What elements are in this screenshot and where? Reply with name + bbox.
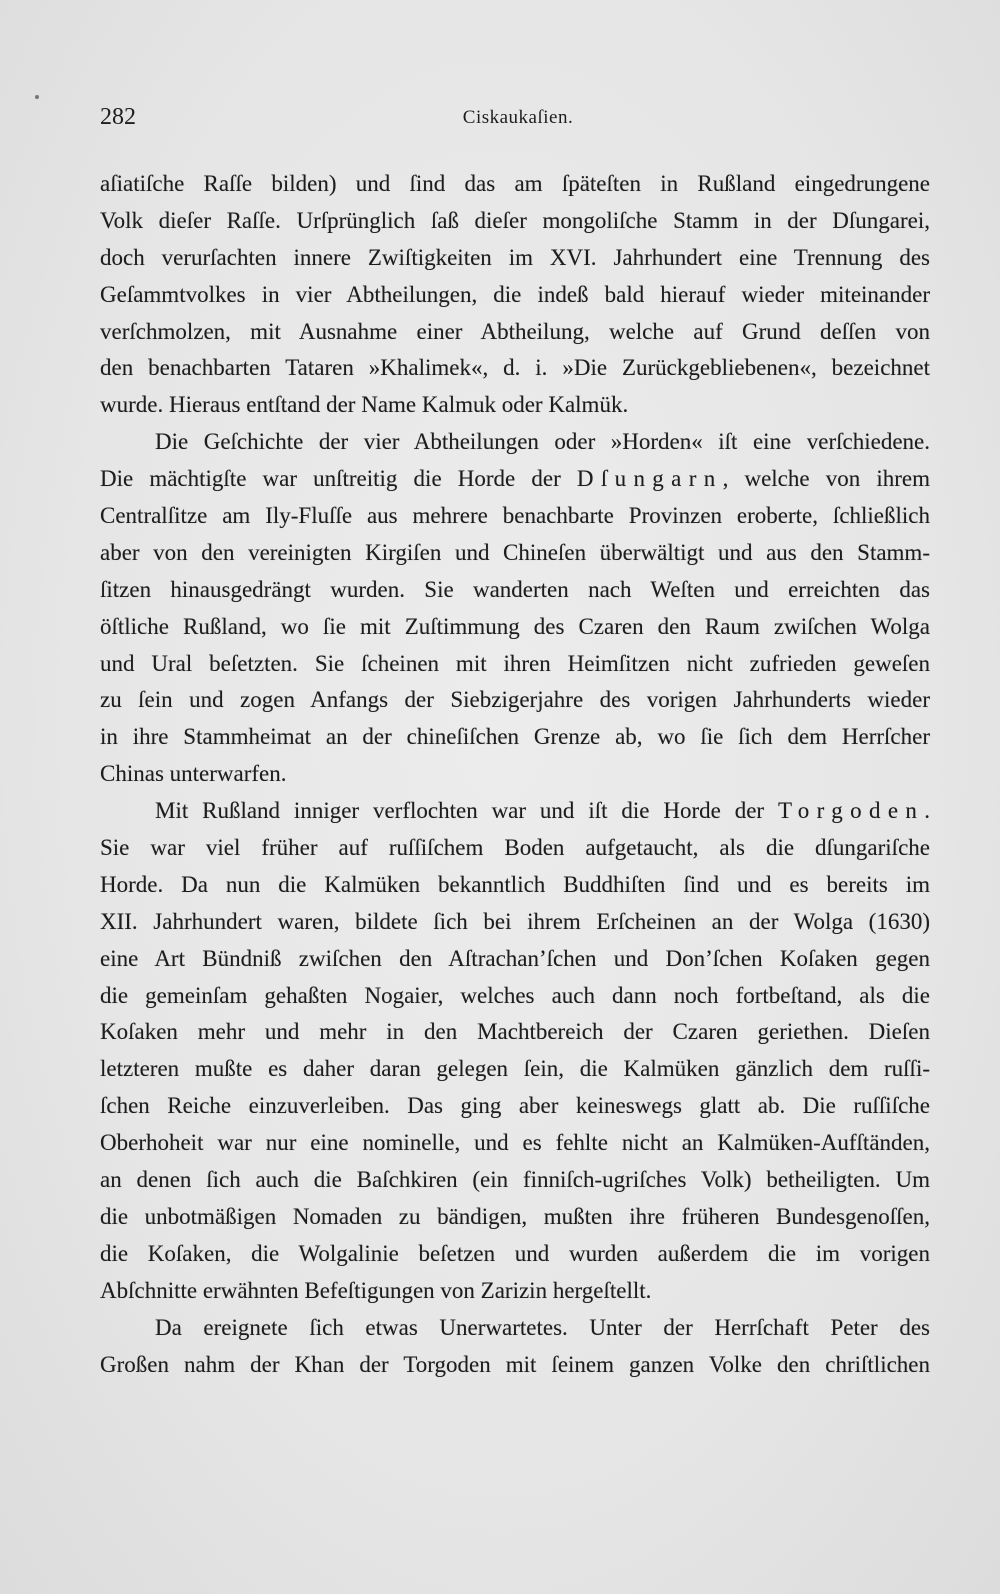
text-line: die Koſaken, die Wolgalinie beſetzen und wurden außerdem die im vorigen [100,1240,930,1266]
paragraph [100,166,930,424]
text-line: letzteren mußte es daher daran gelegen ſein, die Kalmüken gänzlich dem ruſſi- [100,1056,930,1082]
spaced-word: Dſungarn [576,466,723,492]
body-text [100,166,930,1383]
text-line [100,461,930,498]
text-line [100,793,930,830]
text-segment: . [924,798,930,824]
text-line: an denen ſich auch die Baſchkiren (ein finniſch-ugriſches Volk) betheiligten. Um [100,1167,930,1193]
text-line: Sie war viel früher auf ruſſiſchem Boden aufgetaucht, als die dſungariſche [100,835,930,861]
text-line: in ihre Stammheimat an der chineſiſchen Grenze ab, wo ſie ſich dem Herrſcher [100,724,930,750]
text-line: Horde. Da nun die Kalmüken bekanntlich Buddhiſten ſind und es bereits im [100,871,930,897]
text-line: aſiatiſche Raſſe bilden) und ſind das am ſpäteſten in Rußland eingedrungene [100,171,930,196]
text-line: den benachbarten Tataren »Khalimek«, d. i. »Die Zurückgebliebenen«, bezeichnet [100,355,930,381]
text-line: verſchmolzen, mit Ausnahme einer Abtheilung, welche auf Grund deſſen von [100,318,930,344]
text-line: Chinas unterwarfen. [100,761,287,787]
text-line: eine Art Bündniß zwiſchen den Aſtrachan’ſchen und Don’ſchen Koſaken gegen [100,945,930,971]
text-line: Großen nahm der Khan der Torgoden mit ſeinem ganzen Volke den chriſtlichen [100,1351,930,1377]
text-line: Centralſitze am Ily-Fluſſe aus mehrere benachbarte Provinzen eroberte, ſchließlich [100,503,930,529]
text-line: doch verurſachten innere Zwiſtigkeiten im XVI. Jahrhundert eine Trennung des [100,244,930,270]
text-line: zu ſein und zogen Anfangs der Siebzigerjahre des vorigen Jahrhunderts wieder [100,687,930,713]
text-segment: Mit Rußland inniger verflochten war und iſt die Horde der [155,798,778,824]
paper-speck [35,95,39,99]
text-line: Koſaken mehr und mehr in den Machtbereich der Czaren geriethen. Dieſen [100,1019,930,1045]
text-line: und Ural beſetzten. Sie ſcheinen mit ihren Heimſitzen nicht zufrieden geweſen [100,650,930,676]
text-line: XII. Jahrhundert waren, bildete ſich bei ihrem Erſcheinen an der Wolga (1630) [100,908,930,934]
text-line: Oberhoheit war nur eine nominelle, und es fehlte nicht an Kalmüken-Aufſtänden, [100,1130,930,1156]
text-line: Da ereignete ſich etwas Unerwartetes. Unter der Herrſchaft Peter des [155,1314,930,1340]
text-line: ſchen Reiche einzuverleiben. Das ging aber keineswegs glatt ab. Die ruſſiſche [100,1093,930,1119]
text-segment: Die mächtigſte war unſtreitig die Horde der [100,466,577,492]
text-line: wurde. Hieraus entſtand der Name Kalmuk oder Kalmük. [100,392,629,418]
page-number: 282 [100,104,136,130]
paragraph [100,793,930,1309]
paragraph [100,1310,930,1384]
text-line: Geſammtvolkes in vier Abtheilungen, die indeß bald hierauf wieder miteinander [100,281,930,307]
running-title: Ciskaukaſien. [462,107,574,128]
text-line: Volk dieſer Raſſe. Urſprünglich ſaß dieſer mongoliſche Stamm in der Dſungarei, [100,207,930,233]
text-line: öſtliche Rußland, wo ſie mit Zuſtimmung des Czaren den Raum zwiſchen Wolga [100,613,930,639]
text-line: die unbotmäßigen Nomaden zu bändigen, mußten ihre früheren Bundesgenoſſen, [100,1203,930,1229]
text-segment: , welche von ihrem [722,466,930,492]
paragraph [100,424,930,793]
text-line: die gemeinſam gehaßten Nogaier, welches auch dann noch fortbeſtand, als die [100,982,930,1008]
text-line: aber von den vereinigten Kirgiſen und Chineſen überwältigt und aus den Stamm- [100,539,930,565]
text-line: ſitzen hinausgedrängt wurden. Sie wanderten nach Weſten und erreichten das [100,576,930,602]
text-line: Die Geſchichte der vier Abtheilungen oder »Horden« iſt eine verſchiedene. [155,429,930,455]
spaced-word: Torgoden [777,798,925,824]
text-line: Abſchnitte erwähnten Befeſtigungen von Zarizin hergeſtellt. [100,1277,652,1303]
